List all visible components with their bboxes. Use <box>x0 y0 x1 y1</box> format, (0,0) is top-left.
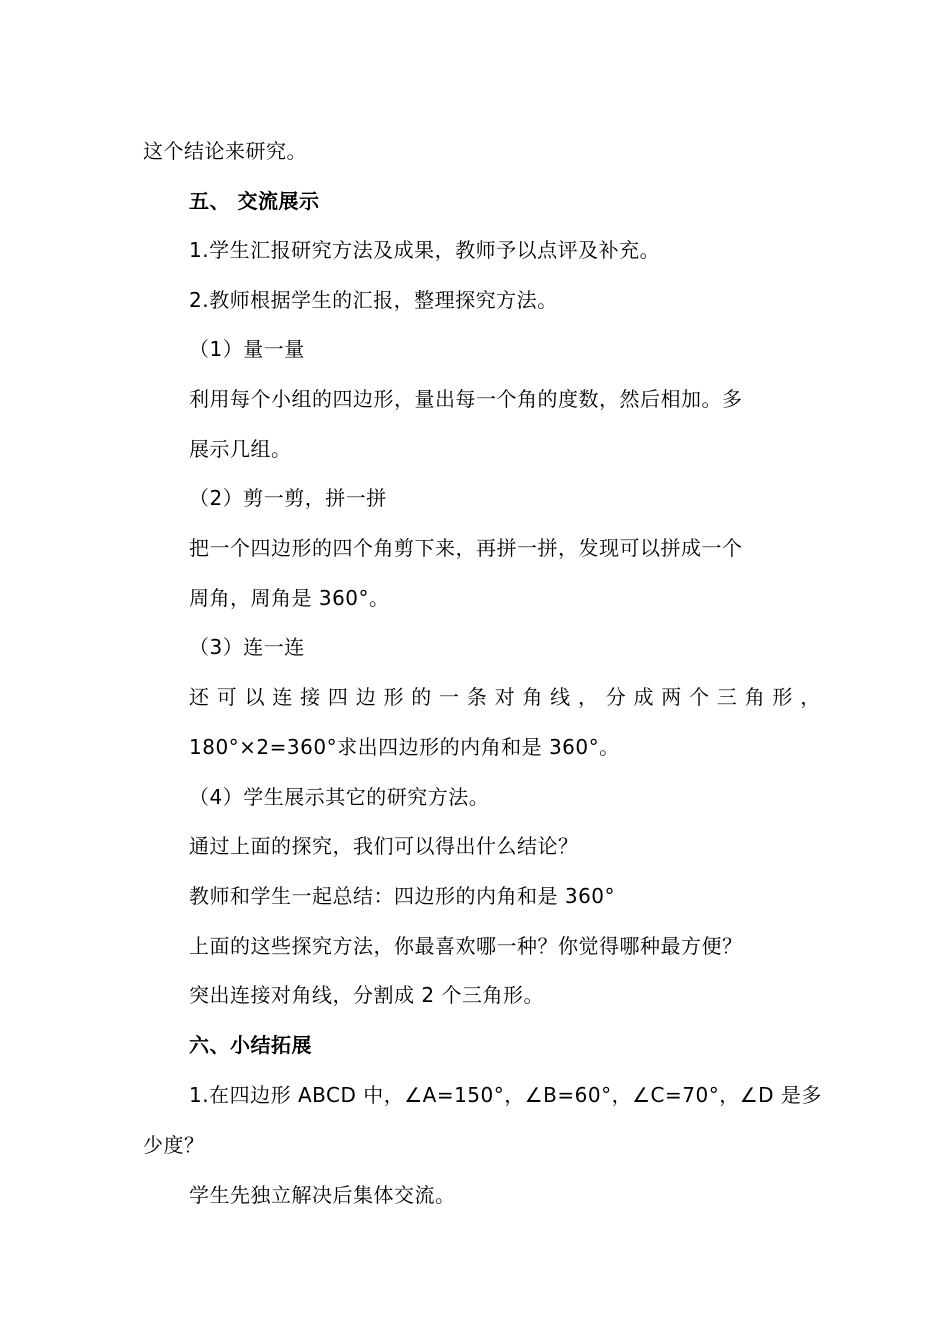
paragraph-line: 学生先独立解决后集体交流。 <box>189 1183 456 1207</box>
paragraph-line: 1.在四边形 ABCD 中，∠A=150°，∠B=60°，∠C=70°，∠D 是多 <box>189 1083 822 1107</box>
paragraph-line: 利用每个小组的四边形，量出每一个角的度数，然后相加。多 <box>189 387 743 411</box>
section-heading: 五、 交流展示 <box>189 189 320 213</box>
paragraph-line: 突出连接对角线，分割成 2 个三角形。 <box>189 983 544 1007</box>
justified-paragraph-line: 还 可 以 连 接 四 边 形 的 一 条 对 角 线 ， 分 成 两 个 三 角 形 ， <box>189 685 821 709</box>
paragraph-line: 这个结论来研究。 <box>143 139 307 163</box>
paragraph-line: 把一个四边形的四个角剪下来，再拼一拼，发现可以拼成一个 <box>189 536 743 560</box>
paragraph-line: 少度？ <box>143 1133 205 1157</box>
paragraph-line: 2.教师根据学生的汇报，整理探究方法。 <box>189 288 558 312</box>
paragraph-line: 教师和学生一起总结：四边形的内角和是 360° <box>189 884 616 908</box>
paragraph-line: 周角，周角是 360°。 <box>189 586 390 610</box>
paragraph-line: 上面的这些探究方法，你最喜欢哪一种？你觉得哪种最方便？ <box>189 934 743 958</box>
subheading-line: （1）量一量 <box>189 337 305 361</box>
subheading-line: （2）剪一剪，拼一拼 <box>189 486 387 510</box>
paragraph-line: 通过上面的探究，我们可以得出什么结论？ <box>189 834 579 858</box>
subheading-line: （3）连一连 <box>189 635 305 659</box>
paragraph-line: 1.学生汇报研究方法及成果，教师予以点评及补充。 <box>189 238 661 262</box>
paragraph-line: 展示几组。 <box>189 437 292 461</box>
paragraph-line: 180°×2=360°求出四边形的内角和是 360°。 <box>189 735 620 759</box>
subheading-line: （4）学生展示其它的研究方法。 <box>189 785 490 809</box>
section-heading: 六、小结拓展 <box>189 1033 312 1057</box>
